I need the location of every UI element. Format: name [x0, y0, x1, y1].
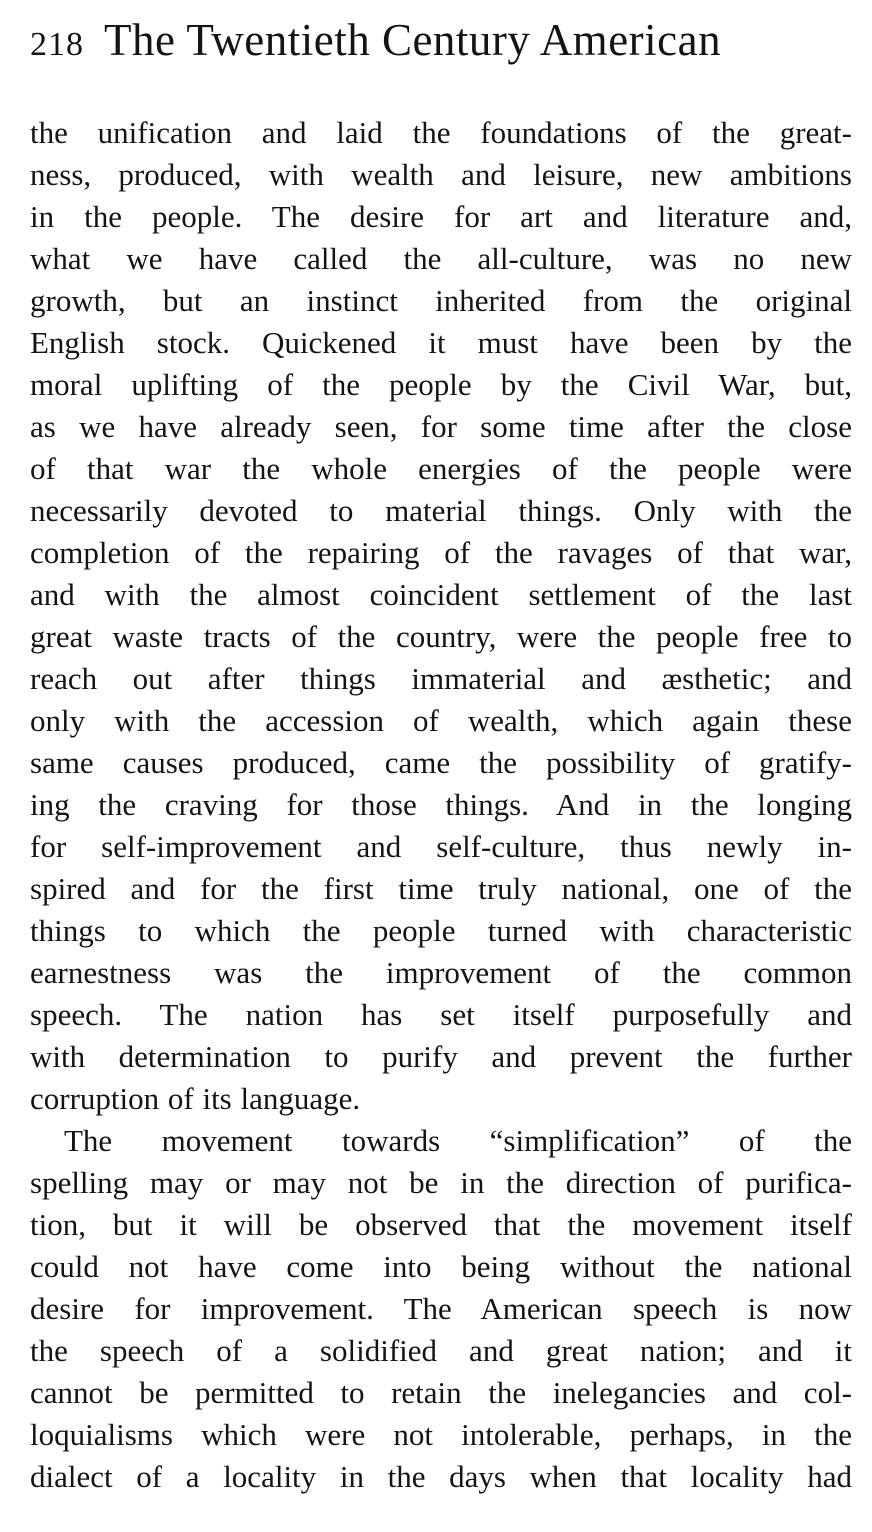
text-line: in the people. The desire for art and literature and, [30, 199, 852, 234]
text-line: the speech of a solidified and great nation; and it [30, 1333, 852, 1368]
text-line: spired and for the first time truly national, one of the [30, 871, 852, 906]
text-line: desire for improvement. The American speech is now [30, 1291, 852, 1326]
text-line: with determination to purify and prevent the further [30, 1039, 852, 1074]
paragraph-2 [30, 1120, 852, 1498]
text-line: reach out after things immaterial and æsthetic; and [30, 661, 852, 696]
text-line: necessarily devoted to material things. Only with the [30, 493, 852, 528]
text-line: corruption of its language. [30, 1081, 361, 1116]
text-line: same causes produced, came the possibility of gratify- [30, 745, 852, 780]
text-line: moral uplifting of the people by the Civil War, but, [30, 367, 852, 402]
text-line: great waste tracts of the country, were the people free to [30, 619, 852, 654]
text-line: of that war the whole energies of the people were [30, 451, 852, 486]
text-line: ing the craving for those things. And in the longing [30, 787, 852, 822]
text-line: the unification and laid the foundations of the great- [30, 115, 852, 150]
text-line: growth, but an instinct inherited from the original [30, 283, 852, 318]
text-line: tion, but it will be observed that the movement itself [30, 1207, 852, 1242]
paragraph-1 [30, 112, 852, 1120]
text-line: ness, produced, with wealth and leisure, new ambitions [30, 157, 852, 192]
text-line: earnestness was the improvement of the common [30, 955, 852, 990]
text-line: as we have already seen, for some time after the close [30, 409, 852, 444]
text-line: only with the accession of wealth, which again these [30, 703, 852, 738]
text-line: loquialisms which were not intolerable, perhaps, in the [30, 1417, 852, 1452]
text-line: things to which the people turned with characteristic [30, 913, 852, 948]
text-line: cannot be permitted to retain the inelegancies and col- [30, 1375, 852, 1410]
text-line: and with the almost coincident settlement of the last [30, 577, 852, 612]
text-line: completion of the repairing of the ravages of that war, [30, 535, 852, 570]
text-line: could not have come into being without the national [30, 1249, 852, 1284]
text-line: for self-improvement and self-culture, thus newly in- [30, 829, 852, 864]
running-header [30, 14, 850, 84]
text-line: The movement towards “simplification” of the [64, 1123, 852, 1158]
text-line: dialect of a locality in the days when that locality had [30, 1459, 852, 1494]
page-number: 218 [30, 26, 84, 63]
running-title: The Twentieth Century American [104, 15, 722, 65]
text-line: English stock. Quickened it must have been by the [30, 325, 852, 360]
text-line: spelling may or may not be in the direction of purifica- [30, 1165, 852, 1200]
text-line: what we have called the all-culture, was no new [30, 241, 852, 276]
body-text [30, 112, 852, 1498]
text-line: speech. The nation has set itself purposefully and [30, 997, 852, 1032]
